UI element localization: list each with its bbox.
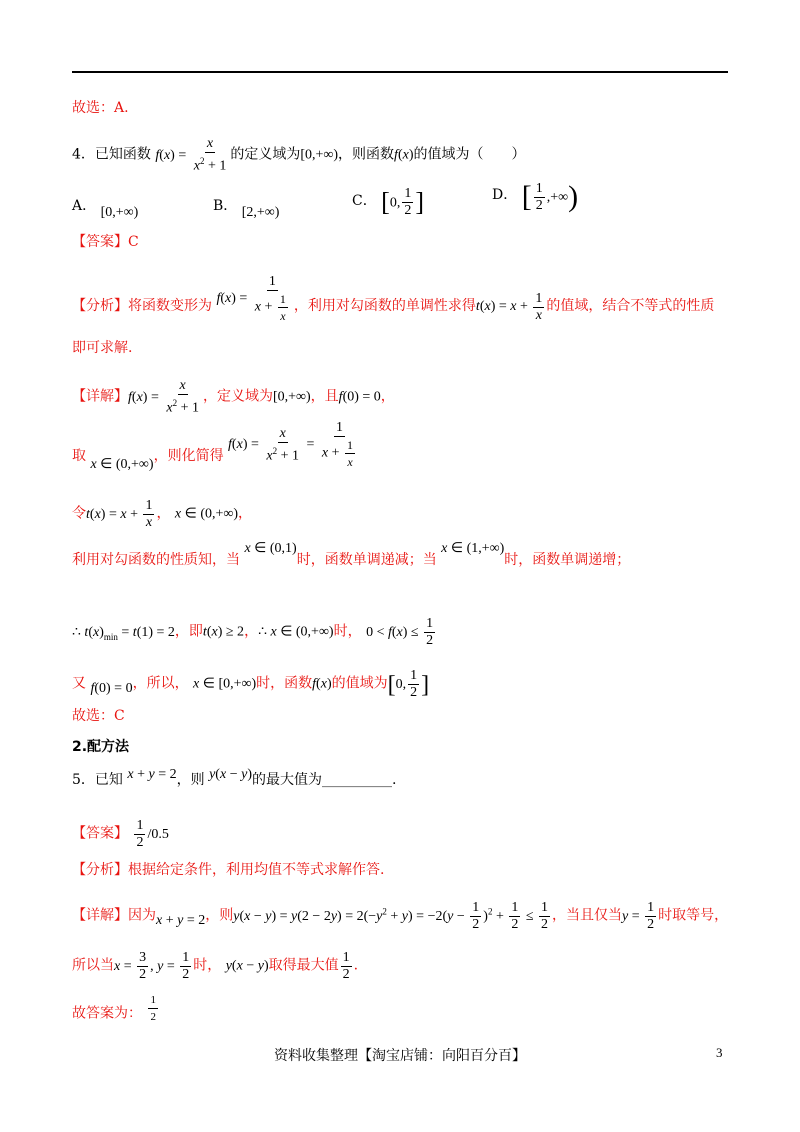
option-d: D． [ $\frac{1}{2}$ ,+∞) (492, 180, 579, 213)
detail-5-line2: 所以当x = $\frac{3}{2}$ , y = $\frac{1}{2}$ 时， y(x − y)取得最大值 $\frac{1}{2}$ . (72, 950, 359, 982)
option-b: B． [2,+∞) (213, 198, 280, 220)
q4-number: 4． (72, 146, 95, 163)
page-footer: 资料收集整理【淘宝店铺：向阳百分百】 (274, 1048, 526, 1064)
page-number: 3 (716, 1045, 723, 1060)
detail-4-line4: 利用对勾函数的性质知，当 x ∈ (0,1)时，函数单调递减；当 x ∈ (1,+∞)时，函数单调递增； (72, 541, 631, 568)
option-a: A． [0,+∞) (72, 198, 139, 220)
analysis-4: 【分析】将函数变形为 f(x) = 1 x + $\frac{1}{x}$ ，利用对勾函数的单调性求得t(x) = x + $\frac{1}{x}$ 的值域，结合不等式的性质 (72, 274, 715, 323)
q4-function-def: f(x) = $\frac{x}{x^2 + 1}$ (155, 136, 227, 174)
detail-4-line3: 令t(x) = x + $\frac{1}{x}$ ， x ∈ (0,+∞)， (72, 498, 253, 530)
answer-4: 【答案】C (72, 234, 139, 250)
option-c: C． [0, $\frac{1}{2}$ ] (352, 186, 425, 218)
q4-suffix: 的值域为（ ） (413, 146, 526, 163)
analysis-5: 【分析】根据给定条件，利用均值不等式求解作答. (72, 862, 385, 878)
choice-line-c: 故选：C (72, 708, 125, 724)
question-4: 4．已知函数 f(x) = $\frac{x}{x^2 + 1}$ 的定义域为[0,+∞)，则函数f(x)的值域为（ ） (72, 136, 526, 174)
detail-4-line2: 取 x ∈ (0,+∞)，则化简得 f(x) = $\frac{x}{x^2 + 1}$ = 1 x + $\frac{1}{x}$ (72, 420, 354, 473)
detail-4-line1: 【详解】f(x) = $\frac{x}{x^2 + 1}$ ，定义域为[0,+∞)，且f(0) = 0， (72, 378, 395, 416)
final-answer-5: 故答案为： $\frac{1}{2}$ (72, 994, 156, 1023)
detail-4-line6: 又 f(0) = 0，所以， x ∈ [0,+∞)时，函数f(x)的值域为[0, $\frac{1}{2}$ ] (72, 668, 430, 700)
detail-5-line1: 【详解】因为x + y = 2，则$y(x - y) = y(2 - 2y) = 2(-y^2 + y) = -2(y$ − $\frac{1}{2}$ )$^2$ + $\frac{1}{2}$ ≤ $\frac{1}{2}$ ，当且仅当y = $\frac{1}{2}$ 时取等号， (72, 900, 729, 932)
q4-comma: ，则函数 (338, 146, 395, 163)
section-heading: 2.配方法 (72, 739, 130, 755)
choice-line-a: 故选：A. (72, 100, 129, 116)
q4-prefix: 已知函数 (94, 146, 151, 163)
q4-domain: [0,+∞) (300, 147, 339, 163)
answer-5: 【答案】 $\frac{1}{2}$ /0.5 (72, 818, 169, 850)
analysis-4-cont: 即可求解. (72, 340, 133, 356)
question-5: 5．已知 x + y = 2，则 y(x − y)的最大值为__________. (72, 767, 397, 788)
q4-mid: 的定义域为 (230, 146, 301, 163)
header-rule (72, 71, 728, 73)
detail-4-line5: ∴ $t(x)_{min} = t(1) = 2$，即t(x) ≥ 2，∴ x ∈ (0,+∞)时， 0 < f(x) ≤ $\frac{1}{2}$ (72, 616, 434, 648)
